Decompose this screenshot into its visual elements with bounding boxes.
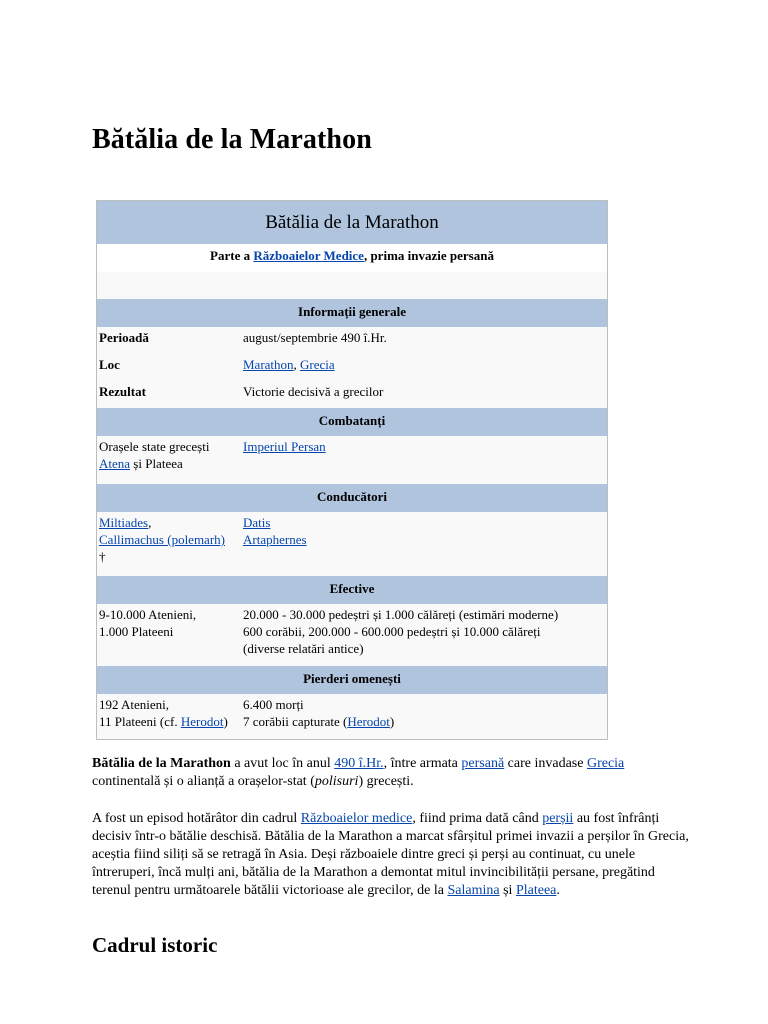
casualties-greek-line1: 192 Atenieni, bbox=[99, 697, 170, 712]
p2-text-4: și bbox=[499, 883, 516, 898]
link-miltiades[interactable]: Miltiades bbox=[99, 515, 149, 530]
link-artaphernes[interactable]: Artaphernes bbox=[243, 532, 307, 547]
link-razboaiele-medice-body[interactable]: Războaielor medice bbox=[300, 811, 413, 826]
row-efective bbox=[97, 604, 607, 666]
link-marathon[interactable]: Marathon bbox=[243, 357, 294, 372]
link-datis[interactable]: Datis bbox=[243, 515, 271, 530]
p1-text-4: continentală și o alianță a orașelor-stat ( bbox=[92, 774, 315, 789]
header-efective: Efective bbox=[97, 576, 607, 604]
header-pierderi: Pierderi omenești bbox=[97, 666, 607, 694]
row-combatanti bbox=[97, 436, 607, 484]
link-plateea[interactable]: Plateea bbox=[515, 883, 557, 898]
body-paragraph bbox=[92, 810, 692, 900]
link-razboaiele-medice[interactable]: Războaielor Medice bbox=[253, 248, 364, 263]
row-pierderi bbox=[97, 694, 607, 739]
p1-text-3: care invadase bbox=[504, 756, 587, 771]
link-grecia-loc[interactable]: Grecia bbox=[300, 357, 335, 372]
link-herodot-persian[interactable]: Herodot bbox=[347, 714, 390, 729]
infobox-title: Bătălia de la Marathon bbox=[97, 201, 607, 244]
casualties-greek-line2-pre: 11 Plateeni (cf. bbox=[99, 714, 181, 729]
header-conducatori: Conducători bbox=[97, 484, 607, 512]
infobox-image-area bbox=[97, 272, 607, 299]
value-rezultat: Victorie decisivă a grecilor bbox=[243, 384, 384, 399]
page-title: Bătălia de la Marathon bbox=[92, 124, 372, 155]
dagger-mark: † bbox=[99, 549, 106, 564]
label-perioada: Perioadă bbox=[99, 330, 149, 345]
header-combatanti: Combatanți bbox=[97, 408, 607, 436]
casualties-persian-line1: 6.400 morți bbox=[243, 697, 304, 712]
p1-text-2: , între armata bbox=[383, 756, 462, 771]
link-persii[interactable]: perșii bbox=[542, 811, 574, 826]
label-rezultat: Rezultat bbox=[99, 384, 146, 399]
strength-persian-line3: (diverse relatări antice) bbox=[243, 641, 364, 656]
p1-text-1: a avut loc în anul bbox=[230, 756, 335, 771]
casualties-persian-line2-post: ) bbox=[389, 714, 395, 729]
row-loc bbox=[97, 354, 607, 381]
link-callimachus[interactable]: Callimachus (polemarh) bbox=[99, 532, 225, 547]
link-atena[interactable]: Atena bbox=[99, 456, 131, 471]
p2-text-5: . bbox=[556, 883, 560, 898]
intro-paragraph bbox=[92, 755, 692, 791]
casualties-greek-line2-post: ) bbox=[223, 714, 228, 729]
strength-persian-line1: 20.000 - 30.000 pedeștri și 1.000 călăreți (estimări moderne) bbox=[243, 607, 559, 622]
strength-greek-line1: 9-10.000 Atenieni, bbox=[99, 607, 197, 622]
p2-text-2: , fiind prima dată când bbox=[412, 811, 543, 826]
row-perioada bbox=[97, 327, 607, 354]
strength-greek-line2: 1.000 Plateeni bbox=[99, 624, 174, 639]
subtitle-suffix: , prima invazie persană bbox=[363, 248, 494, 263]
infobox-subtitle bbox=[97, 244, 607, 272]
infobox bbox=[96, 200, 608, 740]
label-loc: Loc bbox=[99, 357, 120, 372]
casualties-persian-line2-pre: 7 corăbii capturate ( bbox=[243, 714, 348, 729]
combatants-greek bbox=[97, 438, 243, 484]
p1-text-5: ) grecești. bbox=[358, 774, 414, 789]
strength-persian-line2: 600 corăbii, 200.000 - 600.000 pedeștri și 10.000 călăreți bbox=[243, 624, 541, 639]
link-persana[interactable]: persană bbox=[461, 756, 505, 771]
link-imperiul-persan[interactable]: Imperiul Persan bbox=[243, 439, 326, 454]
section-heading: Cadrul istoric bbox=[92, 933, 218, 957]
commanders-comma: , bbox=[148, 515, 152, 530]
value-perioada: august/septembrie 490 î.Hr. bbox=[243, 330, 387, 345]
row-conducatori bbox=[97, 512, 607, 576]
link-490-ihr[interactable]: 490 î.Hr. bbox=[334, 756, 384, 771]
p2-text-1: A fost un episod hotărâtor din cadrul bbox=[92, 811, 301, 826]
p1-italic: polisuri bbox=[314, 774, 359, 789]
link-herodot-greek[interactable]: Herodot bbox=[180, 714, 224, 729]
row-rezultat bbox=[97, 381, 607, 408]
loc-separator: , bbox=[293, 357, 301, 372]
combatants-greek-rest: și Plateea bbox=[130, 456, 183, 471]
subtitle-prefix: Parte a bbox=[210, 248, 254, 263]
link-salamina[interactable]: Salamina bbox=[447, 883, 500, 898]
header-general: Informații generale bbox=[97, 299, 607, 327]
link-grecia[interactable]: Grecia bbox=[586, 756, 625, 771]
p2-text-3: au fost înfrânți decisiv într-o bătălie deschisă. Bătălia de la Marathon a marcat sfârșitul primei invazii a perșilor în Grecia, aceștia fiind siliți să se retragă în Asia. Deși războaiele dintre greci și perși au continuat, cu unele întreruperi, încă mulți ani, bătălia de la Marathon a demontat mitul invincibilității persane, pregătind terenul pentru următoarele bătălii victorioase ale grecilor, de la bbox=[92, 811, 689, 898]
combatants-greek-line1: Orașele state grecești bbox=[99, 439, 210, 454]
intro-bold: Bătălia de la Marathon bbox=[92, 756, 231, 771]
